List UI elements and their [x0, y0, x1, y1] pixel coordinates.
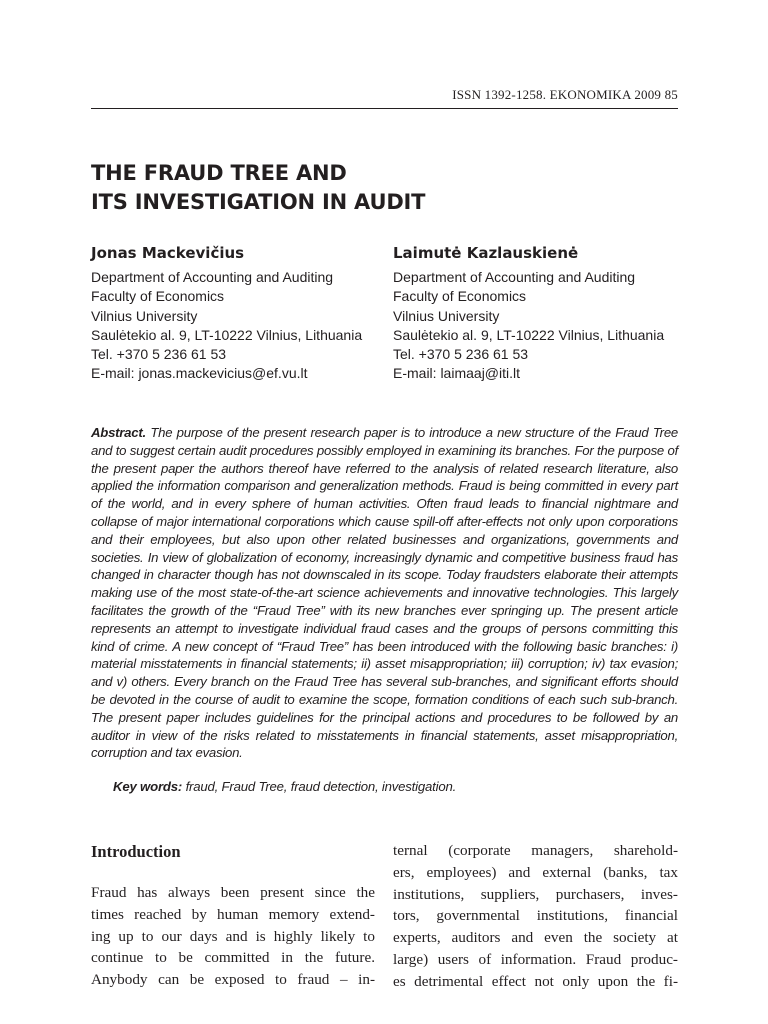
text-line: ers, employees) and external (banks, tax: [393, 863, 678, 881]
header-rule: [91, 108, 678, 109]
abstract: [91, 424, 678, 762]
author-email: E-mail: laimaaj@iti.lt: [393, 365, 521, 382]
author-block-1: [91, 244, 391, 383]
author-email: E-mail: jonas.mackevicius@ef.vu.lt: [91, 365, 308, 382]
author-university: Vilnius University: [393, 307, 500, 324]
author-address: Saulėtekio al. 9, LT-10222 Vilnius, Lithuania: [393, 326, 665, 343]
author-address: Saulėtekio al. 9, LT-10222 Vilnius, Lithuania: [91, 326, 363, 343]
text-line: ing up to our days and is highly likely to: [91, 927, 375, 945]
abstract-text: The purpose of the present research paper is to introduce a new structure of the Fraud Tree and to suggest certain audit procedures possibly employed in examining its branches. For the purpose of the present paper the authors thereof have referred to the analysis of related research literature, also applied the information comparison and generalization methods. Fraud is being committed in every part of the world, and in every sphere of human activities. Often fraud leads to financial nightmare and collapse of major international corporations which cause spill-off after-effects not only upon corporations and their employees, but also upon other related businesses and organizations, governments and societies. In view of globalization of economy, increasingly dynamic and competitive business fraud has changed in character though has not downscaled in its scope. Today fraudsters elaborate their attempts making use of the most state-of-the-art science achievements and innovative technologies. This largely facilitates the growth of the “Fraud Tree” with its new branches ever springing up. The present article represents an attempt to investigate individual fraud cases and the groups of persons committing this kind of crime. A new concept of “Fraud Tree” has been introduced with the following basic branches: i) material misstatements in financial statements; ii) asset misappropriation; iii) corruption; iv) tax evasion; and v) others. Every branch on the Fraud Tree has several sub-branches, and significant efforts should be devoted in the course of audit to examine the scope, formation conditions of each such sub-branch. The present paper includes guidelines for the principal actions and procedures to be followed by an auditor in view of the risks related to misstatements in financial statements, asset misappropriation, corruption and tax evasion.: [91, 425, 678, 761]
text-line: Fraud has always been present since the: [91, 884, 375, 901]
author-name: Laimutė Kazlauskienė: [393, 244, 579, 262]
text-line: times reached by human memory extend-: [91, 905, 375, 923]
text-line: large) users of information. Fraud produc-: [393, 950, 678, 968]
keywords-text: fraud, Fraud Tree, fraud detection, investigation.: [185, 779, 457, 794]
keywords-label: Key words:: [113, 779, 183, 794]
text-line: institutions, suppliers, purchasers, inves-: [393, 885, 678, 903]
text-line: experts, auditors and even the society at: [393, 929, 678, 947]
author-university: Vilnius University: [91, 307, 198, 324]
text-line: tors, governmental institutions, financial: [393, 907, 678, 925]
keywords: [113, 778, 678, 796]
author-tel: Tel. +370 5 236 61 53: [91, 346, 227, 363]
abstract-label: Abstract.: [91, 425, 146, 440]
author-name: Jonas Mackevičius: [91, 244, 245, 262]
running-head: ISSN 1392-1258. EKONOMIKA 2009 85: [452, 87, 678, 102]
text-line: Anybody can be exposed to fraud – in-: [91, 971, 375, 989]
text-line: ternal (corporate managers, sharehold-: [393, 842, 678, 859]
author-block-2: [393, 244, 693, 383]
text-line: es detrimental effect not only upon the fi-: [393, 972, 678, 990]
paper-title-line-1: THE FRAUD TREE AND: [91, 161, 347, 185]
paper-title-line-2: ITS INVESTIGATION IN AUDIT: [91, 190, 426, 214]
author-faculty: Faculty of Economics: [91, 288, 225, 305]
author-department: Department of Accounting and Auditing: [91, 269, 334, 286]
introduction-column-left: [91, 882, 375, 991]
section-heading-introduction: Introduction: [91, 842, 181, 861]
author-faculty: Faculty of Economics: [393, 288, 527, 305]
author-tel: Tel. +370 5 236 61 53: [393, 346, 529, 363]
author-department: Department of Accounting and Auditing: [393, 269, 636, 286]
paper-title: [91, 159, 425, 217]
text-line: continue to be committed in the future.: [91, 949, 375, 967]
introduction-column-right: [393, 840, 678, 993]
